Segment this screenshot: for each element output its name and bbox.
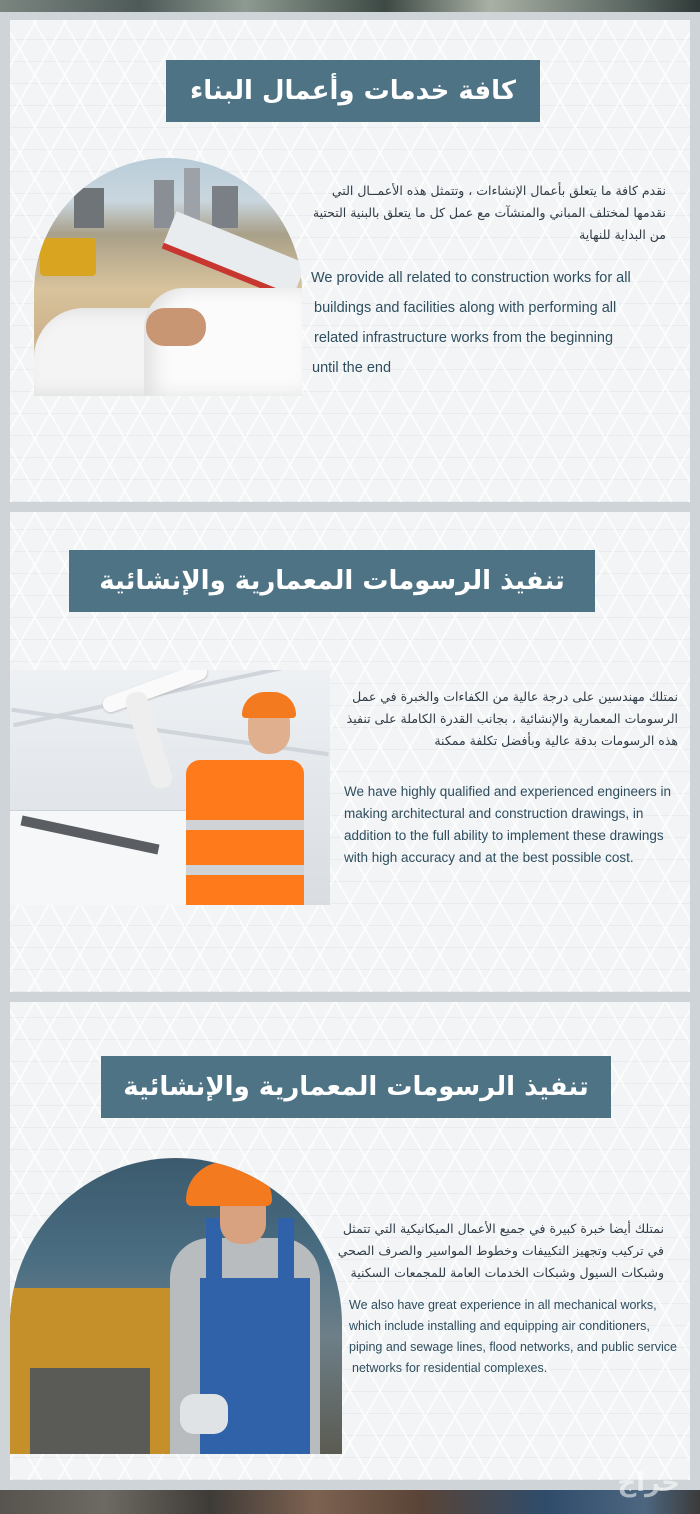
english-line: We also have great experience in all mechanical works, <box>349 1298 657 1312</box>
mechanic-photo <box>10 1158 342 1454</box>
haraj-watermark: حراج <box>617 1468 680 1498</box>
engineer-photo <box>10 670 330 905</box>
arabic-description: نمتلك أيضا خبرة كبيرة في جميع الأعمال الميكانيكية التي تتمثل في تركيب وتجهيز التكييفات وخطوط المواسير والصرف الصحي وشبكات السيول وشبكات الخدمات العامة للمجمعات السكنية <box>337 1221 664 1280</box>
construction-site-photo <box>34 158 302 396</box>
english-line: piping and sewage lines, flood networks, and public service <box>349 1340 677 1354</box>
english-line: buildings and facilities along with performing all <box>314 300 617 316</box>
service-card-drawings <box>10 512 690 992</box>
service-card-construction <box>10 20 690 502</box>
section-title: تنفيذ الرسومات المعمارية والإنشائية <box>69 550 595 612</box>
english-line: until the end <box>312 360 392 376</box>
bottom-photo-strip <box>0 1490 700 1514</box>
arabic-description: نقدم كافة ما يتعلق بأعمال الإنشاءات ، وتتمثل هذه الأعمــال التي نقدمها لمختلف المباني والمنشآت مع عمل كل ما يتعلق بالبنية التحتية من البداية للنهاية <box>312 183 666 242</box>
english-line: networks for residential complexes. <box>352 1361 548 1375</box>
english-line: related infrastructure works from the beginning <box>314 330 614 346</box>
section-title: كافة خدمات وأعمال البناء <box>166 60 540 122</box>
english-line: with high accuracy and at the best possible cost. <box>344 850 634 865</box>
arabic-description: نمتلك مهندسين على درجة عالية من الكفاءات والخبرة في عمل الرسومات المعمارية والإنشائية ، بجانب القدرة الكاملة على تنفيذ هذه الرسومات بدقة عالية وبأفضل تكلفة ممكنة <box>346 689 678 748</box>
section-title: تنفيذ الرسومات المعمارية والإنشائية <box>101 1056 611 1118</box>
english-line: addition to the full ability to implement these drawings <box>344 828 664 843</box>
english-line: which include installing and equipping air conditioners, <box>349 1319 650 1333</box>
english-line: We have highly qualified and experienced engineers in <box>344 784 671 799</box>
service-card-mechanical <box>10 1002 690 1480</box>
english-line: We provide all related to construction works for all <box>311 270 631 286</box>
english-line: making architectural and construction drawings, in <box>344 806 644 821</box>
top-photo-strip <box>0 0 700 12</box>
